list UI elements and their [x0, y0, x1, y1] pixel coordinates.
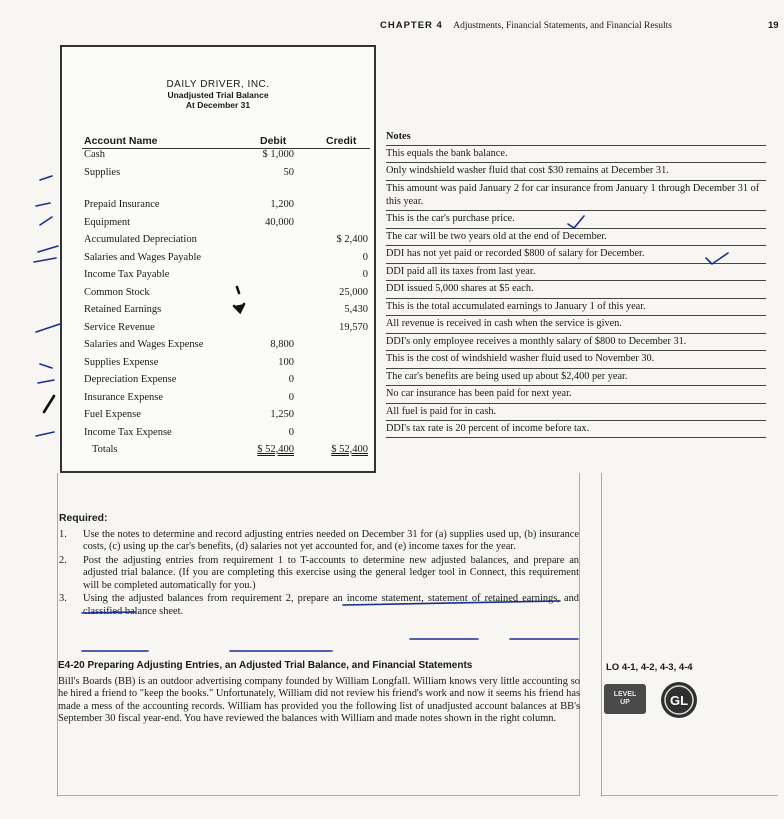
note-item: Only windshield washer fluid that cost $30 remains at December 31.: [386, 162, 766, 178]
account-name: Equipment: [84, 217, 131, 228]
note-item: DDI's only employee receives a monthly salary of $800 to December 31.: [386, 333, 766, 349]
trial-balance-row: [84, 149, 366, 165]
debit-value: 0: [288, 392, 294, 403]
account-name: Depreciation Expense: [84, 374, 177, 385]
level-up-badge-icon: [604, 684, 646, 714]
trial-balance-row: [84, 409, 366, 425]
page-header: [380, 20, 784, 31]
note-item: All revenue is received in cash when the service is given.: [386, 315, 766, 331]
note-item: DDI has not yet paid or recorded $800 of salary for December.: [386, 245, 766, 261]
account-name: Supplies: [84, 167, 121, 178]
pen-tick-mark: [36, 203, 50, 206]
debit-value: 0: [288, 374, 294, 385]
gl-label: GL: [669, 693, 689, 708]
totals-debit: $ 52,400: [257, 444, 294, 455]
account-name: Salaries and Wages Payable: [84, 252, 202, 263]
account-name: Retained Earnings: [84, 304, 162, 315]
debit-value: 50: [283, 167, 294, 178]
pen-tick-mark: [34, 258, 56, 262]
debit-value: 8,800: [270, 339, 294, 350]
trial-balance-row: [84, 322, 366, 338]
trial-balance-row: [84, 167, 366, 183]
chapter-subtitle: Adjustments, Financial Statements, and Financial Results: [453, 21, 672, 31]
item-text: Use the notes to determine and record adjusting entries needed on December 31 for (a) supplies used up, (b) insurance costs, (c) using up the car's benefits, (d) salaries not yet accounted for, and (e) income taxes for the year.: [83, 528, 579, 552]
trial-balance-box: [60, 45, 376, 473]
pen-tick-mark: [38, 380, 54, 383]
debit-value: $ 1,000: [262, 149, 294, 160]
note-item: This is the car's purchase price.: [386, 210, 766, 226]
credit-value: 25,000: [339, 287, 368, 298]
pen-tick-mark: [36, 324, 60, 332]
account-name: Income Tax Expense: [84, 427, 172, 438]
credit-value: $ 2,400: [336, 234, 368, 245]
note-item: This amount was paid January 2 for car insurance from January 1 through December 31 of this year.: [386, 180, 766, 208]
trial-balance-row: [84, 287, 366, 303]
pen-tick-mark: [40, 217, 52, 225]
note-item: This is the total accumulated earnings to January 1 of this year.: [386, 298, 766, 314]
pen-heavy-mark: [44, 396, 54, 412]
account-name: Service Revenue: [84, 322, 155, 333]
account-name: Fuel Expense: [84, 409, 141, 420]
item-text: Post the adjusting entries from requirement 1 to T-accounts to determine new adjusted balances, and prepare an adjusted trial balance. (If you are completing this exercise using the general ledger tool in Connect, this requirement will be completed automatically for you.): [83, 554, 579, 591]
general-ledger-icon: [659, 680, 699, 720]
trial-balance-row: [84, 199, 366, 215]
totals-row: [84, 444, 366, 460]
note-item: This is the cost of windshield washer fluid used to November 30.: [386, 350, 766, 366]
trial-balance-row: [84, 252, 366, 268]
note-item: DDI's tax rate is 20 percent of income before tax.: [386, 420, 766, 436]
trial-balance-row: [84, 357, 366, 373]
trial-balance-row: [84, 339, 366, 355]
trial-balance-row: [84, 392, 366, 408]
account-name: Insurance Expense: [84, 392, 164, 403]
credit-header: Credit: [326, 135, 357, 147]
statement-title: Unadjusted Trial Balance: [167, 90, 269, 100]
note-item: DDI issued 5,000 shares at $5 each.: [386, 280, 766, 296]
note-item: DDI paid all its taxes from last year.: [386, 263, 766, 279]
exercise-heading: E4-20 Preparing Adjusting Entries, an Adjusted Trial Balance, and Financial Statements: [58, 660, 473, 671]
pen-tick-mark: [36, 432, 54, 436]
learning-objectives: LO 4-1, 4-2, 4-3, 4-4: [606, 662, 693, 673]
account-name: Salaries and Wages Expense: [84, 339, 204, 350]
pen-tick-mark: [40, 364, 52, 368]
required-item: [59, 555, 579, 593]
debit-value: 1,200: [270, 199, 294, 210]
credit-value: 0: [362, 269, 368, 280]
account-name-header: Account Name: [84, 135, 158, 147]
credit-value: 0: [362, 252, 368, 263]
credit-value: 5,430: [344, 304, 368, 315]
debit-header: Debit: [260, 135, 287, 147]
required-heading: Required:: [59, 513, 108, 524]
account-name: Supplies Expense: [84, 357, 159, 368]
trial-balance-row: [84, 374, 366, 390]
item-number: 1.: [59, 528, 67, 540]
item-number: 2.: [59, 554, 67, 566]
account-name: Accumulated Depreciation: [84, 234, 197, 245]
required-section: [59, 513, 579, 619]
badge-line-1: LEVEL: [613, 691, 637, 698]
page-number: 19: [768, 20, 779, 31]
trial-balance-row: [84, 304, 366, 320]
required-item: [59, 529, 579, 554]
debit-value: 100: [278, 357, 294, 368]
exercise-section: [58, 660, 580, 725]
account-name: Common Stock: [84, 287, 150, 298]
badge-line-2: UP: [620, 699, 630, 706]
chapter-label: CHAPTER 4: [380, 20, 443, 31]
company-name: DAILY DRIVER, INC.: [166, 79, 270, 90]
item-text: Using the adjusted balances from requirement 2, prepare an income statement, statement of retained earnings, and classified balance sheet.: [83, 593, 579, 617]
debit-value: 0: [288, 427, 294, 438]
required-item: [59, 593, 579, 618]
note-item: This equals the bank balance.: [386, 145, 766, 161]
note-item: The car will be two years old at the end of December.: [386, 228, 766, 244]
notes-header: Notes: [386, 131, 411, 142]
notes-bottom-rule: [386, 437, 766, 440]
account-name: Cash: [84, 149, 105, 160]
trial-balance-row: [84, 427, 366, 443]
account-name: Income Tax Payable: [84, 269, 170, 280]
debit-value: 1,250: [270, 409, 294, 420]
item-number: 3.: [59, 593, 67, 604]
debit-value: 40,000: [265, 217, 294, 228]
note-item: No car insurance has been paid for next year.: [386, 385, 766, 401]
pen-tick-mark: [40, 176, 52, 180]
note-item: The car's benefits are being used up about $2,400 per year.: [386, 368, 766, 384]
trial-balance-row: [84, 234, 366, 250]
right-margin-frame: [601, 473, 778, 796]
totals-credit: $ 52,400: [331, 444, 368, 455]
account-name: Prepaid Insurance: [84, 199, 160, 210]
trial-balance-heading: [62, 79, 374, 110]
trial-balance-row: [84, 269, 366, 285]
note-item: All fuel is paid for in cash.: [386, 403, 766, 419]
pen-tick-mark: [38, 246, 58, 252]
trial-balance-row: [84, 217, 366, 233]
totals-label: Totals: [92, 444, 118, 455]
exercise-body: Bill's Boards (BB) is an outdoor advertising company founded by William Longfall. William knows very little accounting so he hired a friend to "keep the books." Unfortunately, William did not review his friend's work and now it seems his friend has made a mess of the accounting records. William has provided you the following list of unadjusted account balances at BB's September 30 fiscal year-end. You have reviewed the balances with William and made notes shown in the right column.: [58, 676, 580, 724]
statement-date: At December 31: [185, 100, 251, 110]
credit-value: 19,570: [339, 322, 368, 333]
